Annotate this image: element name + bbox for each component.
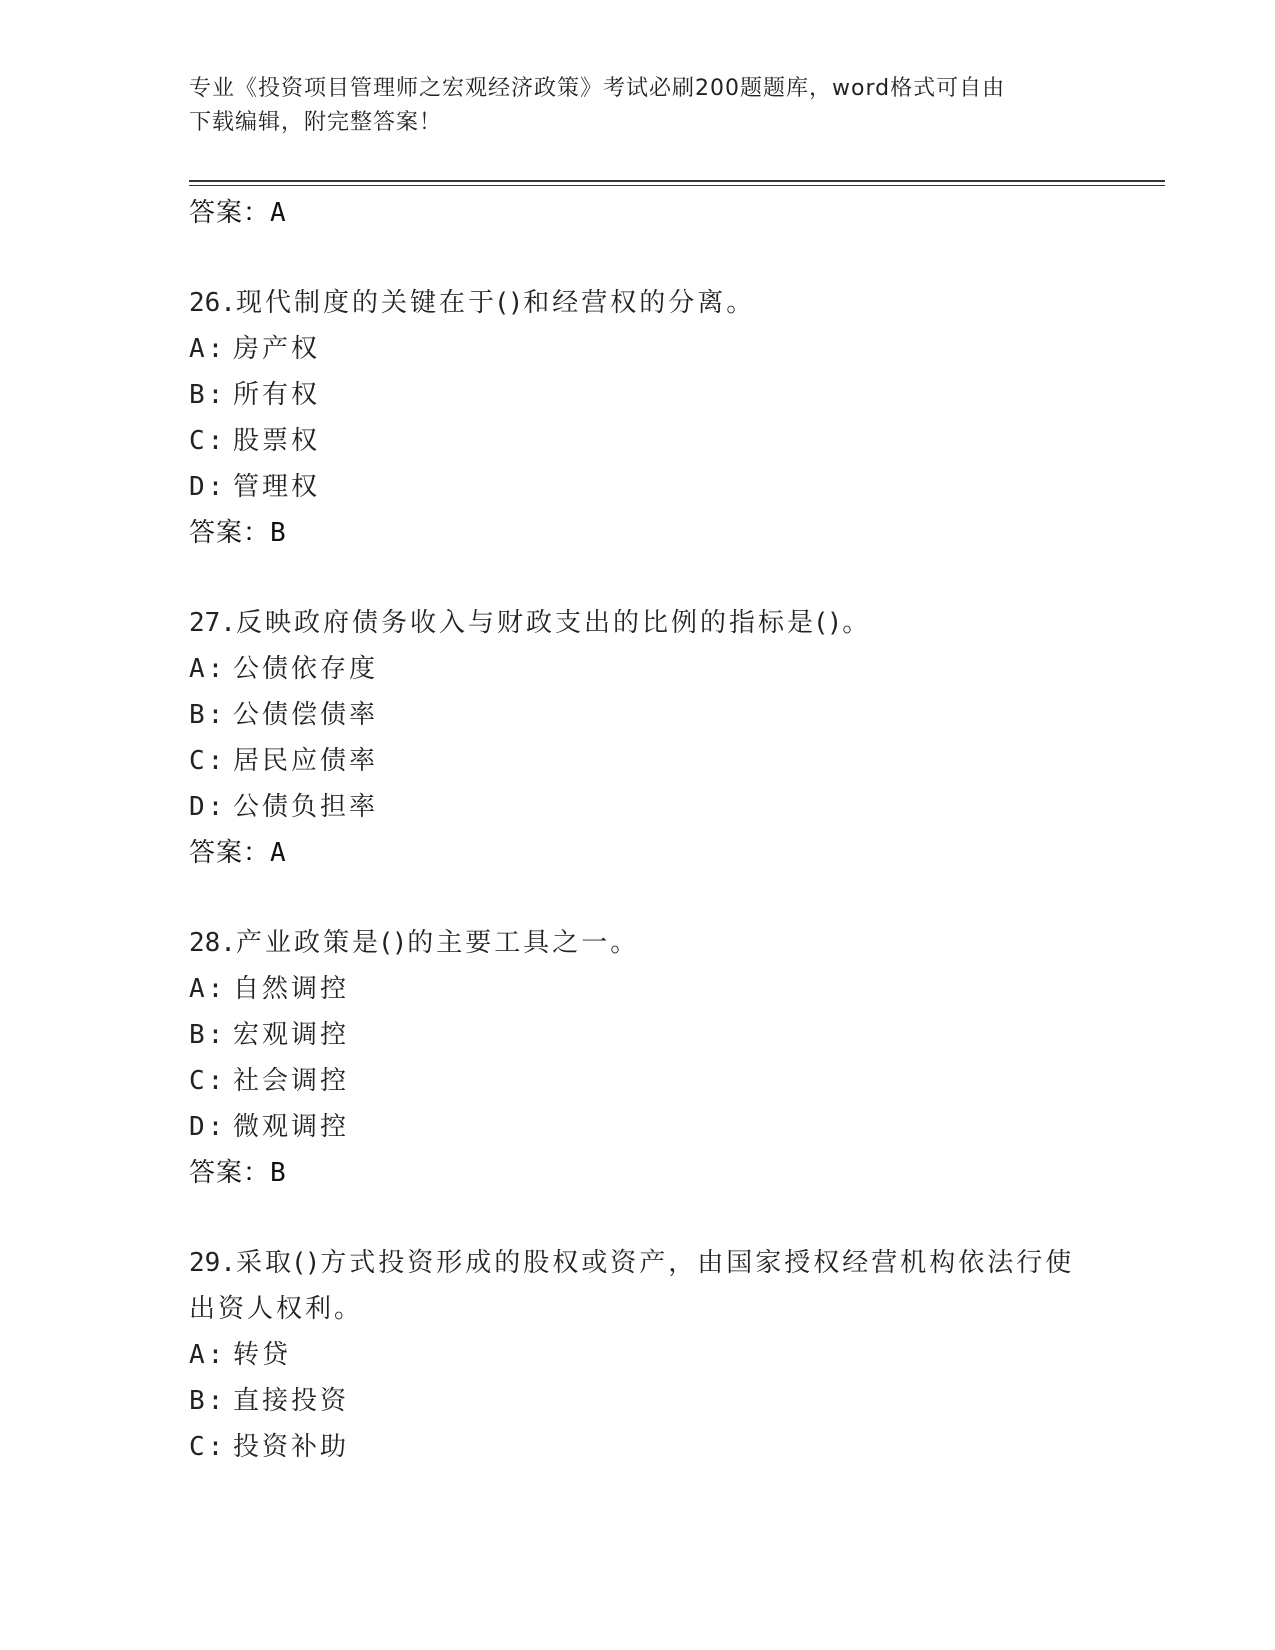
question-stem: 产业政策是()的主要工具之一。 [235,928,640,958]
option-letter: D: [189,472,227,502]
question-text [189,600,1089,646]
option-a [189,646,1089,692]
question-text [189,920,1089,966]
option-d [189,784,1089,830]
header-divider-thick [189,180,1165,182]
option-letter: C: [189,426,227,456]
option-letter: B: [189,380,227,410]
option-letter: A: [189,334,227,364]
question-text [189,280,1089,326]
document-header [189,72,1089,140]
answer-label: 答案： [189,198,271,228]
option-text: 管理权 [233,472,321,502]
option-text: 股票权 [233,426,321,456]
header-line-2: 下载编辑，附完整答案！ [189,110,443,135]
option-c [189,1424,1089,1470]
option-text: 投资补助 [233,1432,350,1462]
question-block-26 [189,280,1089,556]
answer-line [189,1150,1089,1196]
answer-value: A [270,838,287,868]
header-line-1: 专业《投资项目管理师之宏观经济政策》考试必刷200题题库，word格式可自由 [189,76,1006,101]
answer-line [189,510,1089,556]
option-text: 宏观调控 [233,1020,350,1050]
option-a [189,326,1089,372]
option-letter: C: [189,1066,227,1096]
option-b [189,692,1089,738]
option-text: 直接投资 [233,1386,350,1416]
option-text: 自然调控 [233,974,350,1004]
option-a [189,966,1089,1012]
option-b [189,372,1089,418]
answer-value: B [270,1158,287,1188]
question-text [189,1240,1089,1286]
option-d [189,464,1089,510]
answer-label: 答案： [189,838,271,868]
option-letter: B: [189,1386,227,1416]
question-stem-line-1: 采取()方式投资形成的股权或资产，由国家授权经营机构依法行使 [235,1248,1075,1278]
option-letter: B: [189,1020,227,1050]
answer-line [189,190,1089,236]
option-letter: A: [189,974,227,1004]
option-text: 社会调控 [233,1066,350,1096]
header-divider-thin [189,185,1165,186]
question-number: 29. [189,1248,236,1278]
option-text: 微观调控 [233,1112,350,1142]
option-text: 所有权 [233,380,321,410]
answer-value: A [270,198,287,228]
option-b [189,1378,1089,1424]
option-c [189,738,1089,784]
option-letter: A: [189,654,227,684]
option-a [189,1332,1089,1378]
answer-label: 答案： [189,1158,271,1188]
option-c [189,418,1089,464]
option-letter: D: [189,792,227,822]
option-letter: A: [189,1340,227,1370]
option-text: 公债负担率 [233,792,379,822]
option-text: 居民应债率 [233,746,379,776]
option-letter: B: [189,700,227,730]
option-text: 公债偿债率 [233,700,379,730]
question-stem: 现代制度的关键在于()和经营权的分离。 [235,288,756,318]
question-block-27 [189,600,1089,876]
question-list [189,190,1089,1470]
option-letter: C: [189,746,227,776]
question-number: 28. [189,928,236,958]
question-stem: 反映政府债务收入与财政支出的比例的指标是()。 [235,608,872,638]
option-d [189,1104,1089,1150]
option-text: 公债依存度 [233,654,379,684]
question-number: 26. [189,288,236,318]
question-block-28 [189,920,1089,1196]
option-text: 房产权 [233,334,321,364]
option-letter: D: [189,1112,227,1142]
option-letter: C: [189,1432,227,1462]
option-c [189,1058,1089,1104]
question-stem-line-2: 出资人权利。 [189,1294,364,1324]
question-block-29 [189,1240,1089,1470]
option-text: 转贷 [233,1340,292,1370]
option-b [189,1012,1089,1058]
answer-value: B [270,518,287,548]
answer-label: 答案： [189,518,271,548]
answer-line [189,830,1089,876]
question-number: 27. [189,608,236,638]
